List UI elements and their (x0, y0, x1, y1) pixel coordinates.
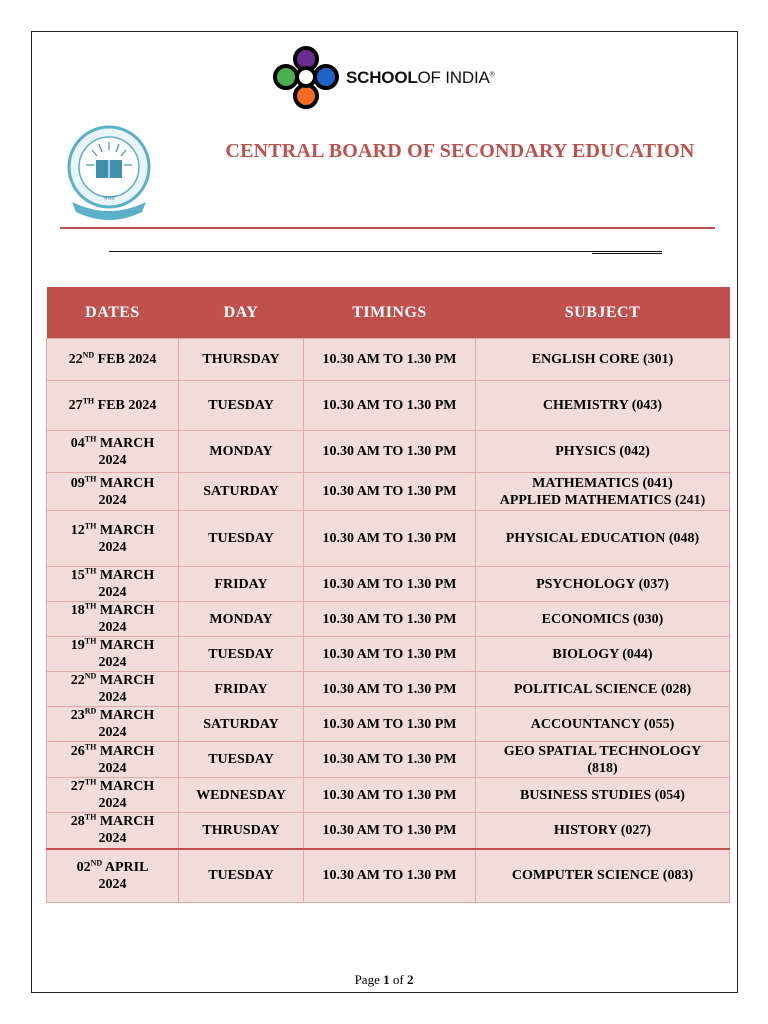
timing-cell: 10.30 AM TO 1.30 PM (304, 849, 476, 903)
date-cell (47, 473, 179, 511)
date-day-number: 18 (70, 603, 85, 618)
date-year: 2024 (98, 796, 127, 811)
subject-cell (476, 339, 730, 381)
logo-wordmark: SCHOOLOF INDIA® (346, 68, 495, 87)
date-month: APRIL (104, 859, 149, 875)
subject-cell (476, 778, 730, 813)
date-cell (47, 778, 179, 813)
date-day-number: 04 (70, 435, 85, 451)
date-month: MARCH (99, 638, 155, 653)
column-header-subject: SUBJECT (476, 287, 730, 339)
table-row (47, 637, 730, 672)
day-cell: WEDNESDAY (179, 778, 304, 813)
day-cell: MONDAY (179, 602, 304, 637)
table-row (47, 567, 730, 602)
date-month: FEB 2024 (97, 398, 157, 413)
date-month: MARCH (99, 522, 155, 538)
day-cell: TUESDAY (179, 381, 304, 431)
date-year: 2024 (98, 620, 127, 635)
timing-cell: 10.30 AM TO 1.30 PM (304, 431, 476, 473)
table-row (47, 707, 730, 742)
subject-cell (476, 567, 730, 602)
date-year: 2024 (98, 539, 127, 555)
date-cell (47, 637, 179, 672)
divider-black (109, 251, 662, 252)
date-cell (47, 707, 179, 742)
date-ordinal-suffix: ND (90, 858, 103, 868)
date-year: 2024 (98, 876, 127, 892)
table-row (47, 849, 730, 903)
date-ordinal-suffix: TH (84, 636, 97, 646)
subject-cell (476, 431, 730, 473)
date-ordinal-suffix: TH (84, 777, 97, 787)
date-cell (47, 672, 179, 707)
column-header-timings: TIMINGS (304, 287, 476, 339)
date-month: MARCH (99, 603, 155, 618)
date-month: MARCH (99, 435, 155, 451)
subject-cell (476, 511, 730, 567)
subject-line-1: ENGLISH CORE (301) (531, 352, 674, 367)
date-month: MARCH (99, 779, 155, 794)
divider-black-underline (592, 253, 662, 254)
date-year: 2024 (98, 655, 127, 670)
date-cell (47, 602, 179, 637)
timing-cell: 10.30 AM TO 1.30 PM (304, 381, 476, 431)
day-cell: TUESDAY (179, 637, 304, 672)
exam-schedule-table (46, 287, 730, 903)
subject-line-1: ACCOUNTANCY (055) (530, 716, 675, 732)
table-row (47, 431, 730, 473)
table-header-row (47, 287, 730, 339)
timing-cell: 10.30 AM TO 1.30 PM (304, 672, 476, 707)
date-ordinal-suffix: TH (84, 520, 97, 530)
timing-cell: 10.30 AM TO 1.30 PM (304, 707, 476, 742)
subject-line-1: POLITICAL SCIENCE (028) (513, 681, 692, 697)
table-row (47, 602, 730, 637)
subject-line-1: COMPUTER SCIENCE (083) (511, 868, 694, 884)
date-day-number: 19 (70, 638, 85, 653)
timing-cell: 10.30 AM TO 1.30 PM (304, 637, 476, 672)
date-month: MARCH (99, 743, 155, 759)
date-year: 2024 (98, 760, 127, 776)
date-ordinal-suffix: TH (82, 396, 95, 406)
column-header-day: DAY (179, 287, 304, 339)
table-row (47, 813, 730, 849)
subject-line-1: HISTORY (027) (553, 822, 652, 838)
subject-line-1: CHEMISTRY (043) (542, 398, 663, 413)
subject-line-1: MATHEMATICS (041) (532, 475, 673, 491)
date-day-number: 27 (70, 779, 85, 794)
table-row (47, 511, 730, 567)
date-ordinal-suffix: TH (84, 601, 97, 611)
date-ordinal-suffix: TH (84, 741, 97, 751)
subject-line-2: APPLIED MATHEMATICS (241) (499, 492, 706, 508)
day-cell: MONDAY (179, 431, 304, 473)
subject-line-1: BIOLOGY (044) (552, 646, 653, 662)
subject-line-1: BUSINESS STUDIES (054) (520, 787, 685, 803)
date-month: FEB 2024 (97, 352, 157, 367)
subject-line-1: PHYSICS (042) (555, 444, 650, 459)
timing-cell: 10.30 AM TO 1.30 PM (304, 602, 476, 637)
day-cell: SATURDAY (179, 473, 304, 511)
timing-cell: 10.30 AM TO 1.30 PM (304, 567, 476, 602)
page-number: Page 1 of 2 (354, 972, 414, 987)
day-cell: FRIDAY (179, 672, 304, 707)
date-year: 2024 (98, 492, 127, 508)
date-day-number: 28 (70, 814, 85, 830)
date-cell (47, 849, 179, 903)
date-ordinal-suffix: TH (84, 433, 97, 443)
subject-line-1: PHYSICAL EDUCATION (048) (505, 531, 700, 546)
subject-cell (476, 813, 730, 849)
subject-line-1: PSYCHOLOGY (037) (536, 576, 669, 592)
date-ordinal-suffix: TH (84, 566, 97, 576)
board-title: CENTRAL BOARD OF SECONDARY EDUCATION (225, 140, 695, 162)
date-month: MARCH (99, 568, 155, 583)
date-cell (47, 813, 179, 849)
date-day-number: 15 (70, 568, 85, 583)
day-cell: SATURDAY (179, 707, 304, 742)
date-ordinal-suffix: ND (84, 671, 97, 681)
date-day-number: 09 (70, 475, 85, 491)
date-cell (47, 511, 179, 567)
cbse-seal-icon (62, 120, 156, 224)
subject-line-2: (818) (587, 760, 618, 776)
date-year: 2024 (98, 831, 127, 847)
svg-text:भारत: भारत (103, 195, 115, 202)
table-row (47, 672, 730, 707)
timing-cell: 10.30 AM TO 1.30 PM (304, 339, 476, 381)
date-month: MARCH (99, 708, 155, 723)
subject-line-1: GEO SPATIAL TECHNOLOGY (503, 743, 702, 759)
subject-cell (476, 849, 730, 903)
subject-cell (476, 602, 730, 637)
logo-rings-icon (270, 44, 342, 112)
date-day-number: 27 (68, 398, 83, 413)
date-day-number: 22 (70, 673, 85, 688)
date-ordinal-suffix: TH (84, 812, 97, 822)
timing-cell: 10.30 AM TO 1.30 PM (304, 742, 476, 778)
date-year: 2024 (98, 452, 127, 468)
date-cell (47, 339, 179, 381)
table-row (47, 473, 730, 511)
date-day-number: 02 (76, 859, 91, 875)
table-row (47, 778, 730, 813)
school-of-india-logo (270, 44, 495, 112)
subject-cell (476, 381, 730, 431)
date-year: 2024 (98, 690, 127, 705)
date-year: 2024 (98, 725, 127, 740)
day-cell: THRUSDAY (179, 813, 304, 849)
subject-cell (476, 473, 730, 511)
date-month: MARCH (99, 673, 155, 688)
day-cell: THURSDAY (179, 339, 304, 381)
timing-cell: 10.30 AM TO 1.30 PM (304, 778, 476, 813)
divider-red (60, 227, 715, 229)
subject-line-1: ECONOMICS (030) (541, 611, 664, 627)
date-day-number: 23 (70, 708, 85, 723)
date-cell (47, 381, 179, 431)
table-row (47, 742, 730, 778)
subject-cell (476, 742, 730, 778)
timing-cell: 10.30 AM TO 1.30 PM (304, 813, 476, 849)
day-cell: FRIDAY (179, 567, 304, 602)
date-cell (47, 742, 179, 778)
date-ordinal-suffix: TH (84, 473, 97, 483)
date-day-number: 26 (70, 743, 85, 759)
timing-cell: 10.30 AM TO 1.30 PM (304, 473, 476, 511)
date-cell (47, 431, 179, 473)
subject-cell (476, 707, 730, 742)
day-cell: TUESDAY (179, 849, 304, 903)
date-ordinal-suffix: ND (82, 350, 95, 360)
column-header-dates: DATES (47, 287, 179, 339)
date-day-number: 12 (70, 522, 85, 538)
timing-cell: 10.30 AM TO 1.30 PM (304, 511, 476, 567)
subject-cell (476, 672, 730, 707)
date-month: MARCH (99, 475, 155, 491)
table-row (47, 339, 730, 381)
date-ordinal-suffix: RD (84, 706, 97, 716)
day-cell: TUESDAY (179, 511, 304, 567)
date-day-number: 22 (68, 352, 83, 367)
date-month: MARCH (99, 814, 155, 830)
date-cell (47, 567, 179, 602)
day-cell: TUESDAY (179, 742, 304, 778)
subject-cell (476, 637, 730, 672)
table-row (47, 381, 730, 431)
date-year: 2024 (98, 585, 127, 600)
